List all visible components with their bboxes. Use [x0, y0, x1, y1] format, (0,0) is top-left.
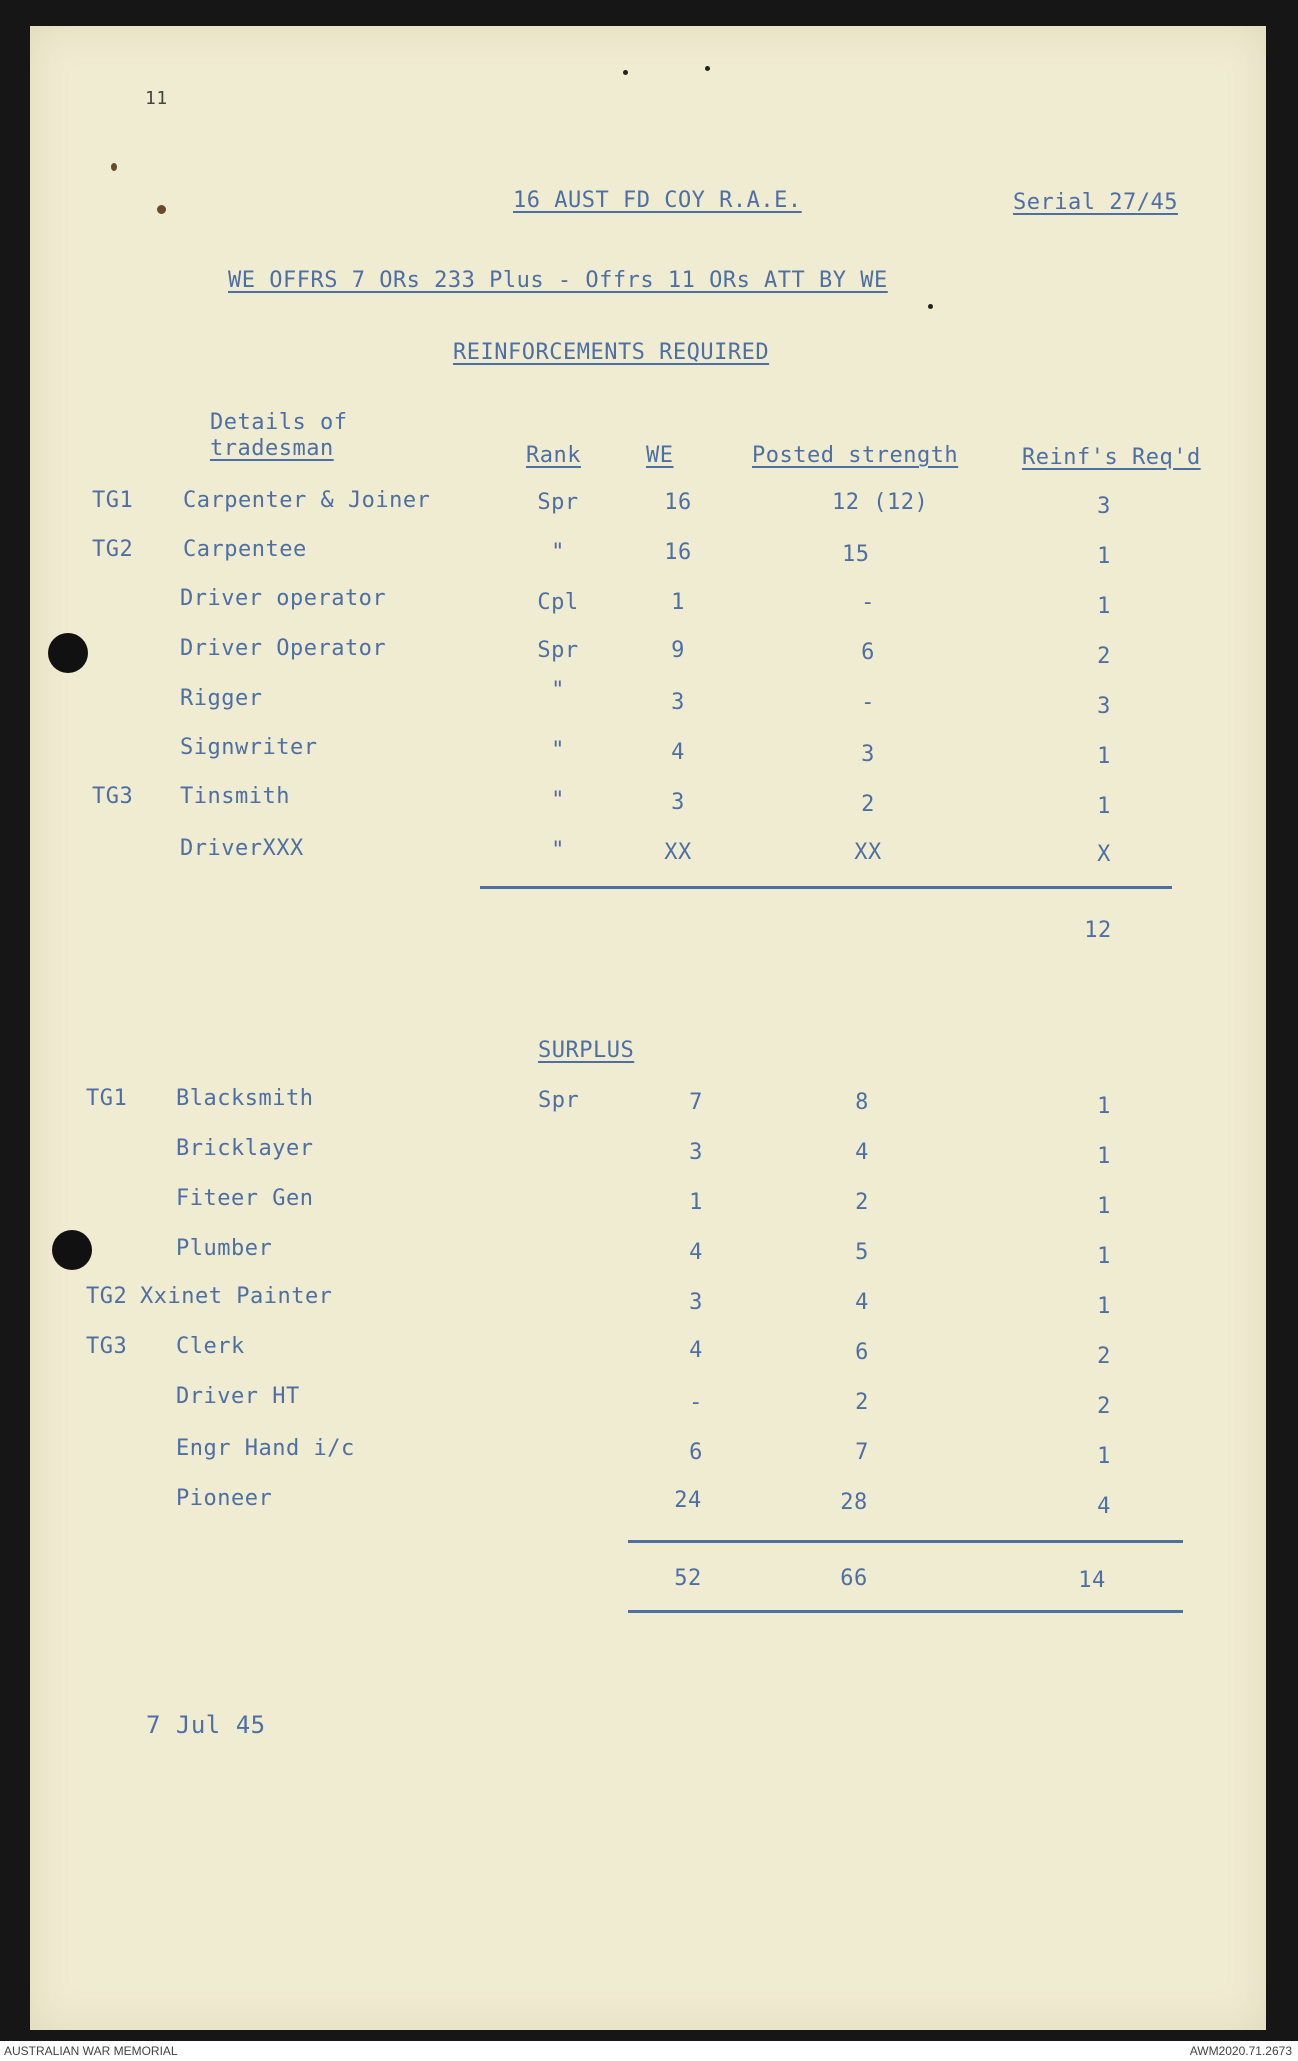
row-we: 3 — [671, 690, 685, 715]
row-reinfs: X — [1097, 842, 1111, 867]
row-reinfs: 1 — [1097, 1094, 1111, 1119]
row-posted: 6 — [855, 1340, 869, 1365]
archive-reference: AWM2020.71.2673 — [1189, 2044, 1292, 2058]
total-rule — [480, 886, 1172, 889]
row-reinfs: 1 — [1097, 594, 1111, 619]
row-group: TG2 — [86, 1284, 128, 1309]
row-trade: Driver operator — [180, 586, 387, 611]
row-trade: Signwriter — [180, 735, 318, 760]
archive-name: AUSTRALIAN WAR MEMORIAL — [4, 2044, 178, 2058]
row-trade: Bricklayer — [176, 1136, 314, 1161]
row-we: 16 — [664, 490, 692, 515]
row-rank: " — [551, 738, 565, 763]
stain-mark — [111, 163, 117, 171]
row-we: 9 — [671, 638, 685, 663]
surplus-total-posted: 66 — [840, 1566, 868, 1591]
row-reinfs: 1 — [1097, 1194, 1111, 1219]
row-trade: Engr Hand i/c — [176, 1436, 355, 1461]
row-reinfs: 1 — [1097, 1144, 1111, 1169]
row-group: TG2 — [92, 537, 134, 562]
row-we: 6 — [689, 1440, 703, 1465]
row-reinfs: 3 — [1097, 494, 1111, 519]
row-trade: DriverXXX — [180, 836, 304, 861]
row-we: 3 — [689, 1290, 703, 1315]
row-we: 4 — [689, 1338, 703, 1363]
row-trade: Driver HT — [176, 1384, 300, 1409]
row-posted: - — [861, 690, 875, 715]
row-rank: Spr — [537, 490, 579, 515]
surplus-total-rule-bottom — [628, 1610, 1183, 1613]
row-reinfs: 2 — [1097, 1344, 1111, 1369]
section-title: REINFORCEMENTS REQUIRED — [453, 340, 770, 365]
row-reinfs: 1 — [1097, 1444, 1111, 1469]
row-reinfs: 1 — [1097, 1244, 1111, 1269]
row-posted: 5 — [855, 1240, 869, 1265]
row-we: 3 — [689, 1140, 703, 1165]
column-header-details-line1: Details of — [210, 410, 348, 435]
row-group: TG1 — [86, 1086, 128, 1111]
row-trade: Blacksmith — [176, 1086, 314, 1111]
row-rank: " — [551, 788, 565, 813]
row-trade: Xxinet Painter — [140, 1284, 333, 1309]
row-reinfs: 1 — [1097, 544, 1111, 569]
row-rank: Spr — [538, 1088, 580, 1113]
row-trade: Clerk — [176, 1334, 245, 1359]
row-reinfs: 1 — [1097, 744, 1111, 769]
row-rank: " — [551, 838, 565, 863]
row-posted: 8 — [855, 1090, 869, 1115]
ink-speck — [623, 70, 628, 75]
row-we: 3 — [671, 790, 685, 815]
row-posted: 15 — [842, 542, 870, 567]
row-posted: 2 — [861, 792, 875, 817]
row-we: 1 — [689, 1190, 703, 1215]
row-posted: 4 — [855, 1140, 869, 1165]
row-reinfs: 2 — [1097, 644, 1111, 669]
surplus-total-reinfs: 14 — [1078, 1568, 1106, 1593]
row-rank: " — [551, 678, 565, 703]
corner-note: 11 — [145, 88, 168, 109]
row-trade: Rigger — [180, 686, 263, 711]
row-rank: " — [551, 540, 565, 565]
row-group: TG3 — [86, 1334, 128, 1359]
row-we: 4 — [689, 1240, 703, 1265]
row-reinfs: 2 — [1097, 1394, 1111, 1419]
column-header-details-line2: tradesman — [210, 436, 334, 461]
row-we: 1 — [671, 590, 685, 615]
row-reinfs: 3 — [1097, 694, 1111, 719]
row-trade: Tinsmith — [180, 784, 290, 809]
row-posted: 6 — [861, 640, 875, 665]
column-header-posted: Posted strength — [752, 443, 959, 468]
column-header-we: WE — [646, 443, 674, 468]
row-posted: 2 — [855, 1190, 869, 1215]
row-trade: Driver Operator — [180, 636, 387, 661]
row-group: TG3 — [92, 784, 134, 809]
row-group: TG1 — [92, 488, 134, 513]
row-posted: XX — [854, 840, 882, 865]
row-we: 16 — [664, 540, 692, 565]
ink-speck — [928, 304, 933, 309]
row-trade: Plumber — [176, 1236, 273, 1261]
serial-number: Serial 27/45 — [1013, 190, 1178, 215]
row-posted: 12 (12) — [832, 490, 929, 515]
row-reinfs: 4 — [1097, 1494, 1111, 1519]
reinforcements-total: 12 — [1084, 918, 1112, 943]
surplus-title: SURPLUS — [538, 1038, 635, 1063]
row-rank: Cpl — [537, 590, 579, 615]
surplus-total-we: 52 — [674, 1566, 702, 1591]
row-we: XX — [664, 840, 692, 865]
row-we: - — [689, 1390, 703, 1415]
column-header-rank: Rank — [526, 443, 581, 468]
row-posted: 2 — [855, 1390, 869, 1415]
document-date: 7 Jul 45 — [146, 1711, 266, 1739]
surplus-total-rule-top — [628, 1540, 1183, 1543]
row-posted: 28 — [840, 1490, 868, 1515]
row-trade: Carpentee — [183, 537, 307, 562]
row-we: 7 — [689, 1090, 703, 1115]
row-trade: Pioneer — [176, 1486, 273, 1511]
row-we: 4 — [671, 740, 685, 765]
row-reinfs: 1 — [1097, 1294, 1111, 1319]
row-posted: 4 — [855, 1290, 869, 1315]
row-trade: Fiteer Gen — [176, 1186, 314, 1211]
unit-title: 16 AUST FD COY R.A.E. — [513, 188, 802, 213]
row-trade: Carpenter & Joiner — [183, 488, 431, 513]
stain-mark — [157, 205, 166, 214]
row-reinfs: 1 — [1097, 794, 1111, 819]
column-header-reinfs: Reinf's Req'd — [1022, 445, 1201, 470]
establishment-line: WE OFFRS 7 ORs 233 Plus - Offrs 11 ORs ATT BY WE — [228, 268, 888, 293]
row-posted: - — [861, 590, 875, 615]
row-posted: 7 — [855, 1440, 869, 1465]
ink-speck — [705, 66, 710, 71]
row-we: 24 — [674, 1488, 702, 1513]
archive-footer — [0, 2041, 1298, 2061]
row-rank: Spr — [537, 638, 579, 663]
row-posted: 3 — [861, 742, 875, 767]
punch-hole — [48, 633, 88, 673]
punch-hole — [52, 1230, 92, 1270]
